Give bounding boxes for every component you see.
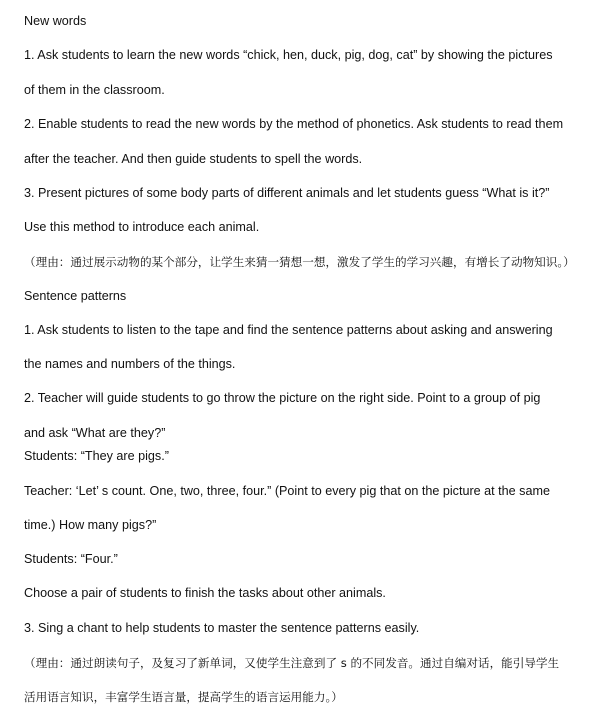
new-words-heading: New words (24, 14, 87, 28)
dialogue-students-2: Students: “Four.” (24, 552, 118, 566)
new-words-item-3-line-1: 3. Present pictures of some body parts of different animals and let students guess “What is it?” (24, 186, 550, 200)
new-words-item-1-line-1: 1. Ask students to learn the new words “chick, hen, duck, pig, dog, cat” by showing the pictures (24, 48, 553, 62)
new-words-item-2-line-2: after the teacher. And then guide students to spell the words. (24, 152, 363, 166)
sentence-patterns-item-3: 3. Sing a chant to help students to master the sentence patterns easily. (24, 621, 420, 635)
new-words-item-2-line-1: 2. Enable students to read the new words by the method of phonetics. Ask students to read them (24, 117, 564, 131)
pair-task-text: Choose a pair of students to finish the tasks about other animals. (24, 586, 386, 600)
sentence-patterns-item-1-line-1: 1. Ask students to listen to the tape and find the sentence patterns about asking and answering (24, 323, 553, 337)
sentence-patterns-item-2-line-1: 2. Teacher will guide students to go throw the picture on the right side. Point to a group of pig (24, 391, 541, 405)
sentence-patterns-reason-line-2: 活用语言知识，丰富学生语言量，提高学生的语言运用能力。） (24, 690, 343, 704)
new-words-item-1-line-2: of them in the classroom. (24, 83, 165, 97)
sentence-patterns-reason-line-1: （理由：通过朗读句子，及复习了新单词，又使学生注意到了 s 的不同发音。通过自编对话，能引导学生 (24, 656, 560, 670)
sentence-patterns-item-2-line-2: and ask “What are they?” (24, 426, 166, 440)
dialogue-teacher-line-2: time.) How many pigs?” (24, 518, 157, 532)
new-words-reason: （理由：通过展示动物的某个部分，让学生来猜一猜想一想，激发了学生的学习兴趣，有增长了动物知识。） (24, 255, 575, 269)
dialogue-students-1: Students: “They are pigs.” (24, 449, 169, 463)
sentence-patterns-item-1-line-2: the names and numbers of the things. (24, 357, 236, 371)
dialogue-teacher-line-1: Teacher: ‘Let’ s count. One, two, three, four.” (Point to every pig that on the picture at the same (24, 484, 550, 498)
sentence-patterns-heading: Sentence patterns (24, 289, 127, 303)
new-words-item-3-line-2: Use this method to introduce each animal. (24, 220, 260, 234)
